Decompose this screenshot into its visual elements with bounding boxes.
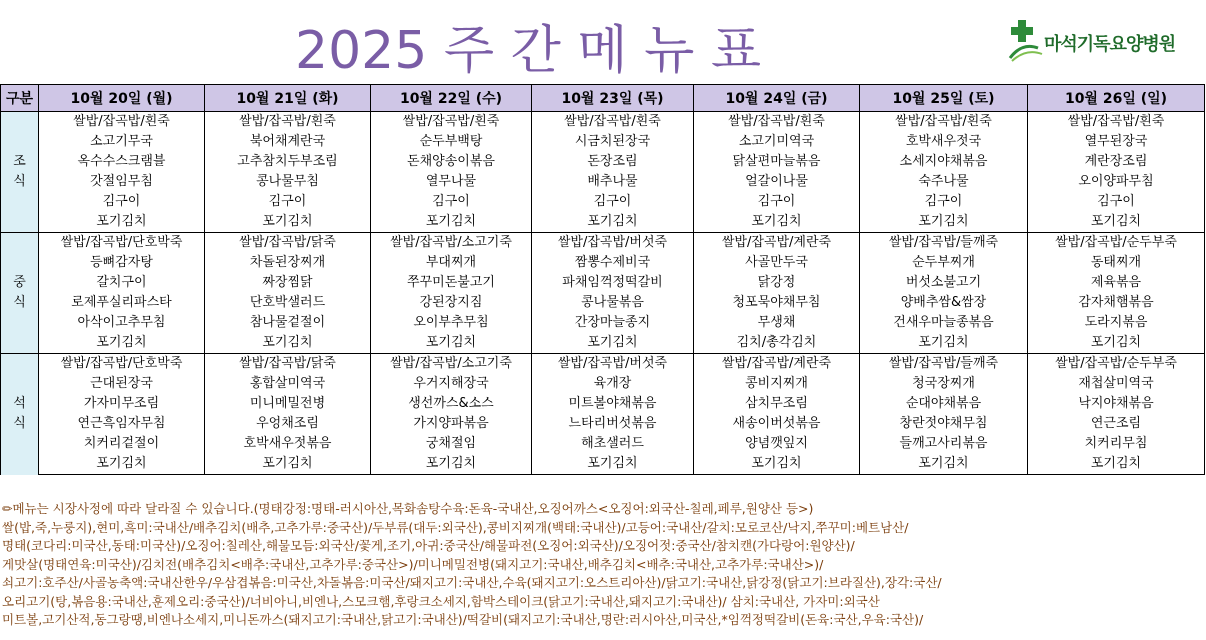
table-row — [1, 374, 1205, 394]
day-header: 10월 22일 (수) — [371, 85, 532, 112]
menu-item-cell: 호박새우젓국 — [860, 132, 1028, 152]
note-line: 게맛살(명태연육:미국산)/김치전(배추김치<배추:국내산,고추가루:중국산>)/미니메밀전병(돼지고기:국내산,배추김치<배추:국내산,고추가루:국내산>)/ — [2, 556, 824, 572]
menu-item-cell: 쌀밥/잡곡밥/소고기죽 — [371, 354, 532, 375]
menu-item-cell: 치커리무침 — [1028, 434, 1205, 454]
menu-item-cell: 청포묵야채무침 — [694, 293, 860, 313]
menu-item-cell: 얼갈이나물 — [694, 172, 860, 192]
menu-item-cell: 궁채절임 — [371, 434, 532, 454]
menu-item-cell: 연근조림 — [1028, 414, 1205, 434]
menu-item-cell: 포기김치 — [1028, 212, 1205, 233]
header — [0, 0, 1206, 84]
menu-item-cell: 육개장 — [532, 374, 694, 394]
menu-item-cell: 쌀밥/잡곡밥/계란죽 — [694, 354, 860, 375]
menu-item-cell: 콩나물볶음 — [532, 293, 694, 313]
menu-item-cell: 소고기미역국 — [694, 132, 860, 152]
menu-item-cell: 삼치무조림 — [694, 394, 860, 414]
menu-item-cell: 쌀밥/잡곡밥/흰죽 — [1028, 112, 1205, 133]
menu-item-cell: 미트볼야채볶음 — [532, 394, 694, 414]
menu-item-cell: 포기김치 — [39, 454, 205, 475]
menu-item-cell: 순두부백탕 — [371, 132, 532, 152]
meal-label: 조 식 — [1, 112, 39, 233]
menu-item-cell: 파채임꺽정떡갈비 — [532, 273, 694, 293]
menu-item-cell: 청국장찌개 — [860, 374, 1028, 394]
table-row — [1, 112, 1205, 133]
menu-item-cell: 포기김치 — [532, 454, 694, 475]
menu-item-cell: 고추참치두부조림 — [205, 152, 371, 172]
menu-item-cell: 우거지해장국 — [371, 374, 532, 394]
menu-item-cell: 포기김치 — [205, 333, 371, 354]
table-row — [1, 454, 1205, 475]
table-row — [1, 233, 1205, 254]
menu-item-cell: 김치/총각김치 — [694, 333, 860, 354]
menu-item-cell: 쌀밥/잡곡밥/흰죽 — [860, 112, 1028, 133]
menu-item-cell: 쌀밥/잡곡밥/계란죽 — [694, 233, 860, 254]
menu-item-cell: 연근흑임자무침 — [39, 414, 205, 434]
menu-item-cell: 치커리겉절이 — [39, 434, 205, 454]
menu-item-cell: 참나물겉절이 — [205, 313, 371, 333]
day-header: 10월 24일 (금) — [694, 85, 860, 112]
menu-item-cell: 쌀밥/잡곡밥/닭죽 — [205, 354, 371, 375]
menu-item-cell: 콩나물무침 — [205, 172, 371, 192]
menu-item-cell: 부대찌개 — [371, 253, 532, 273]
menu-item-cell: 가지양파볶음 — [371, 414, 532, 434]
menu-item-cell: 포기김치 — [39, 333, 205, 354]
menu-item-cell: 김구이 — [694, 192, 860, 212]
note-line: 오리고기(탕,볶음용:국내산,훈제오리:중국산)/너비아니,비엔나,스모크햄,후랑크소세지,함박스테이크(닭고기:국내산,돼지고기:국내산)/ 삼치:국내산, 가자미:외국산 — [2, 593, 880, 609]
note-line: 쇠고기:호주산/사골농축액:국내산한우/우삼겹볶음:미국산,차돌볶음:미국산/돼지고기:국내산,수육(돼지고기:오스트리아산)/닭고기:국내산,닭강정(닭고기:브라질산),장각:국산/ — [2, 575, 942, 590]
menu-item-cell: 강된장지짐 — [371, 293, 532, 313]
menu-item-cell: 낙지야채볶음 — [1028, 394, 1205, 414]
note-line: ✏메뉴는 시장사정에 따라 달라질 수 있습니다.(명태강정:명태-러시아산,목화솜탕수육:돈육-국내산,오징어까스<오징어:외국산-칠레,페루,원양산 등>) — [2, 501, 814, 516]
menu-item-cell: 열무나물 — [371, 172, 532, 192]
menu-item-cell: 콩비지찌개 — [694, 374, 860, 394]
menu-item-cell: 쌀밥/잡곡밥/단호박죽 — [39, 354, 205, 375]
table-row — [1, 434, 1205, 454]
note-line: 쌀(밥,죽,누룽지),현미,흑미:국내산/배추김치(배추,고추가루:중국산)/두부류(대두:외국산),콩비지찌개(백태:국내산)/고등어:국내산/갈치:모로코산/낙지,쭈꾸미:베트남산/ — [2, 519, 909, 535]
table-row — [1, 253, 1205, 273]
menu-item-cell: 단호박샐러드 — [205, 293, 371, 313]
menu-item-cell: 계란장조림 — [1028, 152, 1205, 172]
menu-item-cell: 닭강정 — [694, 273, 860, 293]
menu-item-cell: 쌀밥/잡곡밥/흰죽 — [205, 112, 371, 133]
menu-item-cell: 쌀밥/잡곡밥/순두부죽 — [1028, 233, 1205, 254]
menu-item-cell: 포기김치 — [694, 212, 860, 233]
menu-item-cell: 소세지야채볶음 — [860, 152, 1028, 172]
table-row — [1, 192, 1205, 212]
table-header-row — [1, 85, 1205, 112]
menu-item-cell: 제육볶음 — [1028, 273, 1205, 293]
menu-item-cell: 쭈꾸미돈불고기 — [371, 273, 532, 293]
menu-body — [1, 112, 1205, 475]
menu-item-cell: 미니메밀전병 — [205, 394, 371, 414]
note-line: 미트볼,고기산적,동그랑땡,비엔나소세지,미니돈까스(돼지고기:국내산,닭고기:국내산)/떡갈비(돼지고기:국내산,명란:러시아산,미국산,*임꺽정떡갈비(돈육:국산,우육:국산)/ — [2, 612, 924, 627]
menu-item-cell: 포기김치 — [39, 212, 205, 233]
table-row — [1, 152, 1205, 172]
menu-item-cell: 우엉채조림 — [205, 414, 371, 434]
corner-label: 구분 — [1, 85, 39, 112]
menu-item-cell: 김구이 — [1028, 192, 1205, 212]
menu-item-cell: 쌀밥/잡곡밥/들깨죽 — [860, 354, 1028, 375]
menu-item-cell: 김구이 — [205, 192, 371, 212]
table-row — [1, 172, 1205, 192]
menu-item-cell: 양배추쌈&쌈장 — [860, 293, 1028, 313]
menu-item-cell: 사골만두국 — [694, 253, 860, 273]
menu-item-cell: 포기김치 — [371, 212, 532, 233]
menu-item-cell: 포기김치 — [371, 454, 532, 475]
menu-item-cell: 김구이 — [39, 192, 205, 212]
origin-notes — [2, 500, 1204, 630]
menu-item-cell: 쌀밥/잡곡밥/닭죽 — [205, 233, 371, 254]
menu-item-cell: 배추나물 — [532, 172, 694, 192]
menu-item-cell: 짜장찜닭 — [205, 273, 371, 293]
menu-item-cell: 재첩살미역국 — [1028, 374, 1205, 394]
table-row — [1, 394, 1205, 414]
menu-item-cell: 느타리버섯볶음 — [532, 414, 694, 434]
menu-item-cell: 차돌된장찌개 — [205, 253, 371, 273]
day-header: 10월 23일 (목) — [532, 85, 694, 112]
menu-item-cell: 오이양파무침 — [1028, 172, 1205, 192]
menu-item-cell: 열무된장국 — [1028, 132, 1205, 152]
table-row — [1, 293, 1205, 313]
day-header: 10월 25일 (토) — [860, 85, 1028, 112]
menu-item-cell: 로제푸실리파스타 — [39, 293, 205, 313]
menu-item-cell: 도라지볶음 — [1028, 313, 1205, 333]
menu-item-cell: 돈채양송이볶음 — [371, 152, 532, 172]
menu-item-cell: 무생채 — [694, 313, 860, 333]
menu-item-cell: 가자미무조림 — [39, 394, 205, 414]
menu-item-cell: 닭살편마늘볶음 — [694, 152, 860, 172]
menu-item-cell: 순대야채볶음 — [860, 394, 1028, 414]
menu-item-cell: 옥수수스크램블 — [39, 152, 205, 172]
menu-item-cell: 쌀밥/잡곡밥/단호박죽 — [39, 233, 205, 254]
menu-item-cell: 포기김치 — [532, 212, 694, 233]
menu-item-cell: 포기김치 — [205, 212, 371, 233]
meal-label: 중 식 — [1, 233, 39, 354]
menu-item-cell: 갈치구이 — [39, 273, 205, 293]
day-header: 10월 21일 (화) — [205, 85, 371, 112]
menu-item-cell: 건새우마늘종볶음 — [860, 313, 1028, 333]
menu-item-cell: 북어채계란국 — [205, 132, 371, 152]
menu-item-cell: 순두부찌개 — [860, 253, 1028, 273]
menu-item-cell: 쌀밥/잡곡밥/흰죽 — [371, 112, 532, 133]
hospital-logo — [1008, 18, 1198, 66]
menu-item-cell: 김구이 — [371, 192, 532, 212]
menu-item-cell: 소고기무국 — [39, 132, 205, 152]
menu-item-cell: 생선까스&소스 — [371, 394, 532, 414]
menu-item-cell: 포기김치 — [860, 212, 1028, 233]
meal-label: 석 식 — [1, 354, 39, 475]
menu-item-cell: 돈장조림 — [532, 152, 694, 172]
menu-item-cell: 쌀밥/잡곡밥/들깨죽 — [860, 233, 1028, 254]
menu-item-cell: 창란젓야채무침 — [860, 414, 1028, 434]
menu-item-cell: 갓절임무침 — [39, 172, 205, 192]
menu-item-cell: 김구이 — [532, 192, 694, 212]
menu-item-cell: 버섯소불고기 — [860, 273, 1028, 293]
menu-item-cell: 양념깻잎지 — [694, 434, 860, 454]
menu-item-cell: 아삭이고추무침 — [39, 313, 205, 333]
note-line: 명태(코다리:미국산,동태:미국산)/오징어:칠레산,해물모듬:외국산/꽃게,조기,아귀:중국산/해물파전(오징어:외국산)/오징어젓:중국산/참치캔(가다랑어:원양산)/ — [2, 538, 855, 553]
day-header: 10월 26일 (일) — [1028, 85, 1205, 112]
menu-item-cell: 포기김치 — [205, 454, 371, 475]
weekly-menu-table — [0, 84, 1205, 475]
menu-item-cell: 시금치된장국 — [532, 132, 694, 152]
table-row — [1, 313, 1205, 333]
table-row — [1, 273, 1205, 293]
menu-item-cell: 감자채햄볶음 — [1028, 293, 1205, 313]
menu-item-cell: 들깨고사리볶음 — [860, 434, 1028, 454]
menu-item-cell: 쌀밥/잡곡밥/소고기죽 — [371, 233, 532, 254]
menu-item-cell: 오이부추무침 — [371, 313, 532, 333]
green-cross-icon — [1008, 18, 1044, 62]
menu-item-cell: 간장마늘종지 — [532, 313, 694, 333]
menu-item-cell: 김구이 — [860, 192, 1028, 212]
menu-item-cell: 근대된장국 — [39, 374, 205, 394]
table-row — [1, 414, 1205, 434]
menu-item-cell: 새송이버섯볶음 — [694, 414, 860, 434]
day-header: 10월 20일 (월) — [39, 85, 205, 112]
menu-item-cell: 쌀밥/잡곡밥/흰죽 — [532, 112, 694, 133]
menu-item-cell: 포기김치 — [371, 333, 532, 354]
page-title: 2025 주 간 메 뉴 표 — [295, 21, 762, 81]
hospital-name: 마석기독요양병원 — [1044, 34, 1176, 55]
menu-item-cell: 숙주나물 — [860, 172, 1028, 192]
menu-item-cell: 호박새우젓볶음 — [205, 434, 371, 454]
menu-item-cell: 쌀밥/잡곡밥/버섯죽 — [532, 233, 694, 254]
menu-item-cell: 쌀밥/잡곡밥/흰죽 — [39, 112, 205, 133]
menu-item-cell: 쌀밥/잡곡밥/순두부죽 — [1028, 354, 1205, 375]
menu-item-cell: 포기김치 — [1028, 333, 1205, 354]
menu-item-cell: 해초샐러드 — [532, 434, 694, 454]
table-row — [1, 354, 1205, 375]
menu-item-cell: 등뼈감자탕 — [39, 253, 205, 273]
menu-item-cell: 포기김치 — [860, 333, 1028, 354]
menu-item-cell: 쌀밥/잡곡밥/흰죽 — [694, 112, 860, 133]
menu-item-cell: 쌀밥/잡곡밥/버섯죽 — [532, 354, 694, 375]
table-row — [1, 333, 1205, 354]
menu-item-cell: 포기김치 — [1028, 454, 1205, 475]
menu-item-cell: 포기김치 — [860, 454, 1028, 475]
table-row — [1, 212, 1205, 233]
table-row — [1, 132, 1205, 152]
menu-item-cell: 포기김치 — [532, 333, 694, 354]
menu-item-cell: 포기김치 — [694, 454, 860, 475]
menu-item-cell: 동태찌개 — [1028, 253, 1205, 273]
menu-item-cell: 홍합살미역국 — [205, 374, 371, 394]
menu-item-cell: 짬뽕수제비국 — [532, 253, 694, 273]
